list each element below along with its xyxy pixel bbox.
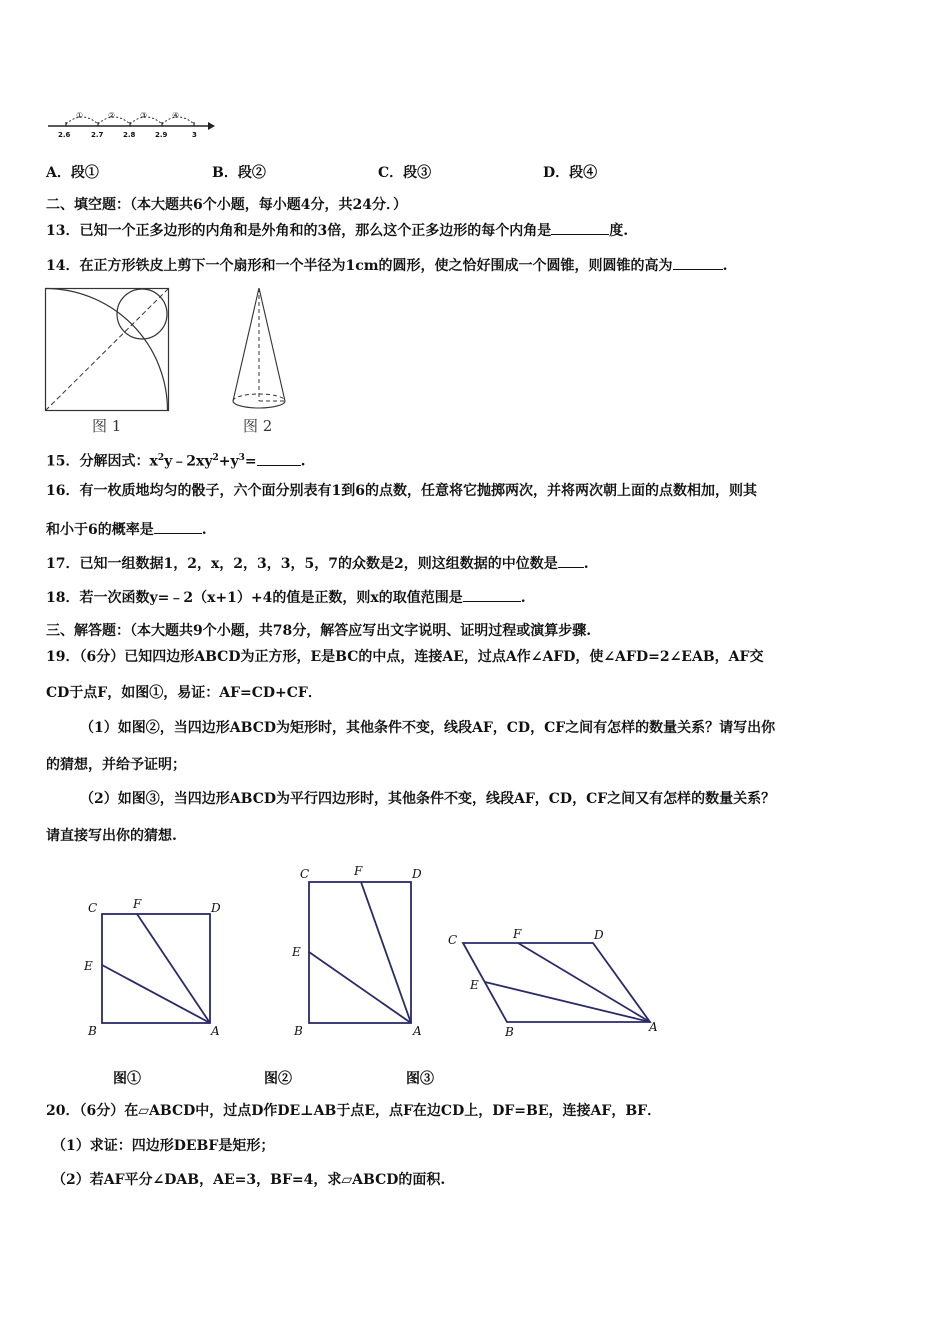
question-15-term: y﹣2xy [164,453,213,470]
question-14 [46,256,727,275]
figure-1-label: 图 1 [92,417,122,435]
question-16-line1: 16．有一枚质地均匀的骰子，六个面分别表有1到6的点数，任意将它抛掷两次，并将两次朝上面的点数相加，则其 [46,483,757,499]
question-20-part2: （2）若AF平分∠DAB，AE=3，BF=4，求▱ABCD的面积. [52,1172,446,1188]
section2-header: 二、填空题：（本大题共6个小题，每小题4分，共24分．） [46,197,407,213]
vertex-c-label: C [88,901,98,915]
question-19-part2-line1: （2）如图③，当四边形ABCD为平行四边形时，其他条件不变，线段AF，CD，CF之间又有怎样的数量关系？ [80,791,776,807]
question-19-line1: 19．（6分）已知四边形ABCD为正方形，E是BC的中点，连接AE，过点A作∠AFD，使∠AFD=2∠EAB，AF交 [46,649,764,665]
segment-label: ② [108,111,116,120]
figure-2-label: 图 2 [243,417,273,435]
exponent: 2 [212,453,219,463]
question-15-equals: = [244,453,257,470]
segment-label: ④ [172,111,180,120]
section3-header: 三、解答题：（本大题共9个小题，共78分，解答应写出文字说明、证明过程或演算步骤. [46,623,592,639]
question-15-tail: . [300,453,306,470]
question-19-part1-line2: 的猜想，并给予证明； [46,757,186,773]
question-17-text: 17．已知一组数据1，2，x，2，3，3，5，7的众数是2，则这组数据的中位数是 [46,556,558,572]
question-19-part1-line1: （1）如图②，当四边形ABCD为矩形时，其他条件不变，线段AF，CD，CF之间有怎样的数量关系？请写出你 [80,720,776,736]
answer-blank [257,452,301,466]
q19-figure-3 [445,926,670,1042]
vertex-c-label: C [448,933,458,947]
answer-blank [154,520,202,534]
question-14-tail: . [722,258,728,274]
tick-label: 2.6 [58,131,71,139]
tick-label: 3 [192,131,197,139]
vertex-e-label: E [292,945,301,959]
tick-label: 2.8 [123,131,136,139]
question-19-line2: CD于点F，如图①，易证：AF=CD+CF． [46,685,322,701]
question-15 [46,449,305,471]
question-16-tail: . [201,522,207,538]
vertex-d-label: D [594,928,604,942]
vertex-e-label: E [84,959,93,973]
question-20-line1: 20．（6分）在▱ABCD中，过点D作DE⊥AB于点E，点F在边CD上，DF=BE，连接AF，BF． [46,1103,662,1119]
question-18-tail: . [520,590,526,606]
vertex-b-label: B [294,1024,303,1038]
figure-caption-1: 图① [113,1071,141,1087]
question-20-part1: （1）求证：四边形DEBF是矩形； [52,1138,275,1154]
q19-figure-1 [80,892,230,1042]
question-15-term: +y [218,453,239,470]
vertex-d-label: D [412,867,422,881]
figure-caption-3: 图③ [406,1071,434,1087]
q14-figure [44,286,294,438]
number-line-figure [46,106,216,142]
vertex-b-label: B [88,1024,97,1038]
question-13 [46,221,628,240]
tick-label: 2.7 [91,131,104,139]
vertex-f-label: F [513,927,522,941]
segment-label: ① [76,111,84,120]
option-d: D．段④ [543,165,598,181]
tick-label: 2.9 [155,131,168,139]
option-c: C．段③ [378,165,432,181]
question-13-text: 13．已知一个正多边形的内角和是外角和的3倍，那么这个正多边形的每个内角是 [46,223,552,239]
vertex-c-label: C [300,867,310,881]
segment-label: ③ [140,111,148,120]
vertex-a-label: A [649,1020,658,1034]
question-19-part2-line2: 请直接写出你的猜想. [46,828,177,844]
answer-blank [558,554,584,568]
exponent: 3 [238,453,245,463]
question-13-tail: 度. [609,223,629,239]
answer-blank [463,588,521,602]
question-16-line2 [46,520,207,539]
vertex-e-label: E [470,978,479,992]
question-18-text: 18．若一次函数y=﹣2（x+1）+4的值是正数，则x的取值范围是 [46,590,463,606]
vertex-f-label: F [354,864,363,878]
option-b: B．段② [212,165,266,181]
vertex-f-label: F [133,897,142,911]
vertex-d-label: D [211,901,221,915]
question-16-text: 和小于6的概率是 [46,522,154,538]
q19-figure-2 [288,860,438,1042]
exponent: 2 [157,453,165,463]
question-17-tail: . [583,556,589,572]
answer-blank [673,256,723,270]
option-a: A．段① [46,165,99,181]
answer-blank [551,221,609,235]
question-17 [46,554,589,573]
figure-caption-2: 图② [264,1071,292,1087]
question-18 [46,588,526,607]
question-14-text: 14．在正方形铁皮上剪下一个扇形和一个半径为1cm的圆形，使之恰好围成一个圆锥，则圆锥的高为 [46,258,673,274]
question-15-text: 15．分解因式：x [46,453,158,470]
vertex-a-label: A [413,1024,422,1038]
vertex-b-label: B [505,1025,514,1039]
vertex-a-label: A [211,1024,220,1038]
